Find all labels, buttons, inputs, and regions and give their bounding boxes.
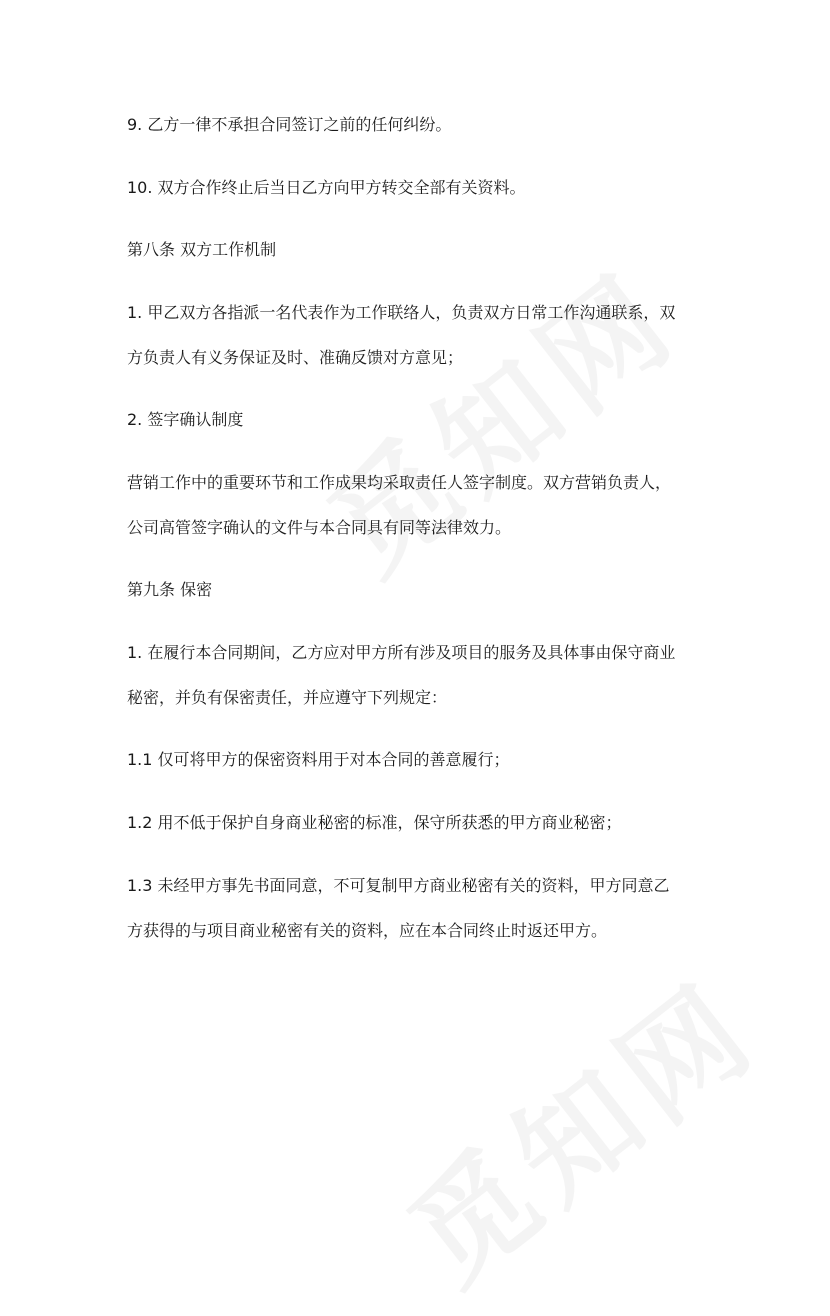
article-9-item-1-2: 1.2 用不低于保护自身商业秘密的标准，保守所获悉的甲方商业秘密；	[127, 813, 622, 832]
watermark	[369, 936, 787, 1315]
article-9-item-1-line-1: 1. 在履行本合同期间，乙方应对甲方所有涉及项目的服务及具体事由保守商业	[127, 643, 676, 662]
article-8-item-1-line-2: 方负责人有义务保证及时、准确反馈对方意见；	[127, 348, 464, 367]
article-9-item-1-line-2: 秘密，并负有保密责任，并应遵守下列规定：	[127, 688, 448, 707]
article-9-item-1-3-line-2: 方获得的与项目商业秘密有关的资料，应在本合同终止时返还甲方。	[127, 921, 608, 940]
clause-9: 9. 乙方一律不承担合同签订之前的任何纠纷。	[127, 115, 452, 134]
article-8-heading: 第八条 双方工作机制	[127, 240, 277, 259]
article-8-item-2: 2. 签字确认制度	[127, 410, 244, 429]
article-9-item-1-1: 1.1 仅可将甲方的保密资料用于对本合同的善意履行；	[127, 750, 510, 769]
article-8-item-1-line-1: 1. 甲乙双方各指派一名代表作为工作联络人，负责双方日常工作沟通联系，双	[127, 303, 676, 322]
signature-system-line-2: 公司高管签字确认的文件与本合同具有同等法律效力。	[127, 518, 512, 537]
article-9-item-1-3-line-1: 1.3 未经甲方事先书面同意，不可复制甲方商业秘密有关的资料，甲方同意乙	[127, 876, 670, 895]
clause-10: 10. 双方合作终止后当日乙方向甲方转交全部有关资料。	[127, 178, 526, 197]
article-9-heading: 第九条 保密	[127, 580, 213, 599]
watermark	[289, 226, 707, 605]
signature-system-line-1: 营销工作中的重要环节和工作成果均采取责任人签字制度。双方营销负责人，	[127, 473, 672, 492]
